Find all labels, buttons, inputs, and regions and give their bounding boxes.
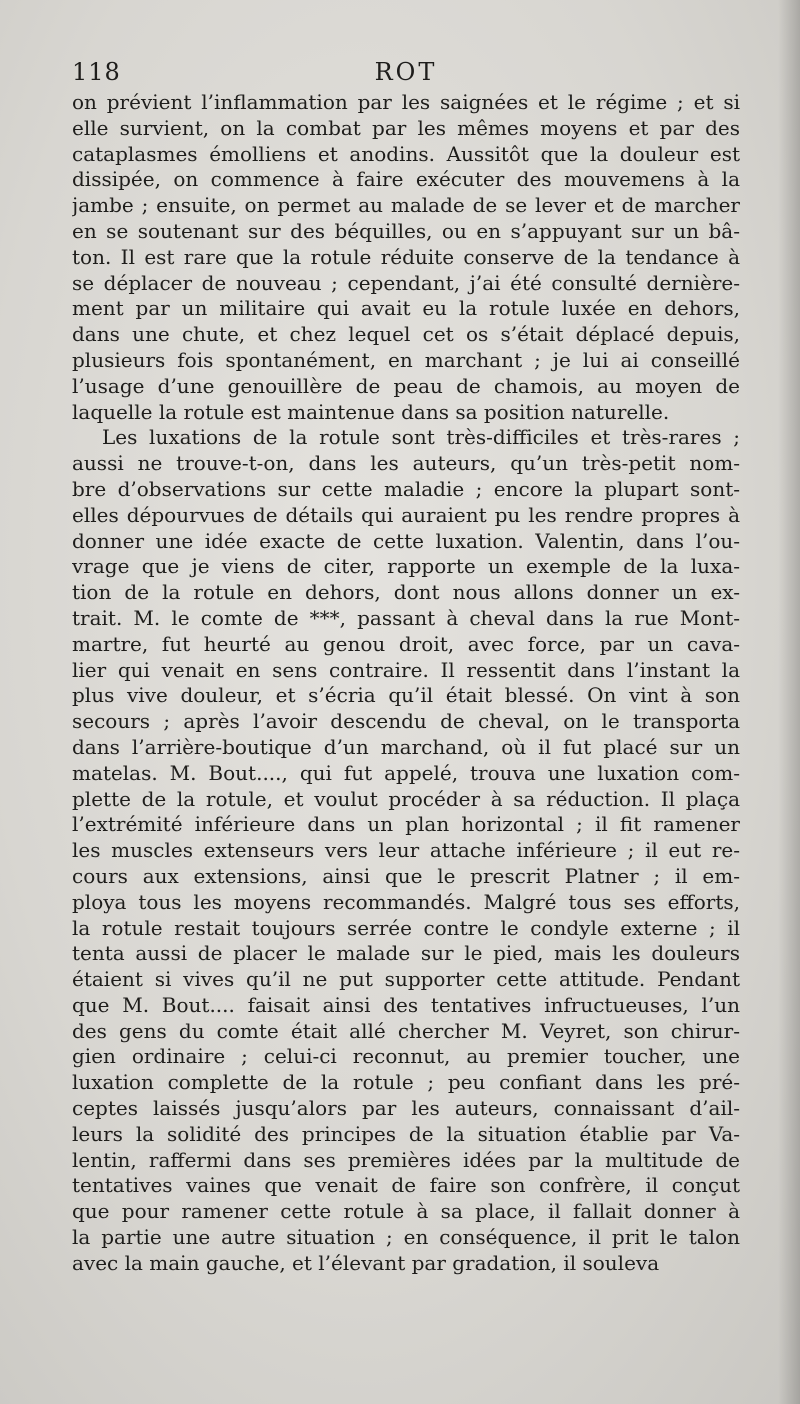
text-line: elle survient, on la combat par les mêmes moyens et par des bbox=[72, 115, 740, 140]
text-line: des gens du comte était allé chercher M. Veyret, son chirur- bbox=[72, 1018, 740, 1043]
text-line: tentatives vaines que venait de faire son confrère, il conçut bbox=[72, 1173, 740, 1198]
text-line: luxation complette de la rotule ; peu confiant dans les pré- bbox=[72, 1070, 740, 1095]
text-line: ploya tous les moyens recommandés. Malgré tous ses efforts, bbox=[72, 889, 740, 914]
text-line: les muscles extenseurs vers leur attache inférieure ; il eut re- bbox=[72, 838, 740, 863]
text-line: lentin, raffermi dans ses premières idées par la multitude de bbox=[72, 1147, 740, 1172]
text-line: étaient si vives qu’il ne put supporter cette attitude. Pendant bbox=[72, 967, 740, 992]
text-line: plus vive douleur, et s’écria qu’il était blessé. On vint à son bbox=[72, 683, 740, 708]
text-line: dissipée, on commence à faire exécuter des mouvemens à la bbox=[72, 167, 740, 192]
text-line: tenta aussi de placer le malade sur le pied, mais les douleurs bbox=[72, 941, 740, 966]
text-line: elles dépourvues de détails qui auraient pu les rendre propres à bbox=[72, 502, 740, 527]
page-number: 118 bbox=[72, 58, 121, 86]
page-edge-shadow bbox=[778, 0, 800, 1404]
text-line: donner une idée exacte de cette luxation. Valentin, dans l’ou- bbox=[72, 528, 740, 553]
running-title: ROT bbox=[374, 58, 438, 86]
text-line: cataplasmes émolliens et anodins. Aussitôt que la douleur est bbox=[72, 141, 740, 166]
text-line: ment par un militaire qui avait eu la rotule luxée en dehors, bbox=[72, 296, 740, 321]
text-line: cours aux extensions, ainsi que le prescrit Platner ; il em- bbox=[72, 863, 740, 888]
text-line: gien ordinaire ; celui-ci reconnut, au premier toucher, une bbox=[72, 1044, 740, 1069]
text-line: leurs la solidité des principes de la situation établie par Va- bbox=[72, 1121, 740, 1146]
text-line: bre d’observations sur cette maladie ; encore la plupart sont- bbox=[72, 476, 740, 501]
text-line: plette de la rotule, et voulut procéder à sa réduction. Il plaça bbox=[72, 786, 740, 811]
text-line: la partie une autre situation ; en conséquence, il prit le talon bbox=[72, 1225, 740, 1250]
text-line: vrage que je viens de citer, rapporte un exemple de la luxa- bbox=[72, 554, 740, 579]
text-line: laquelle la rotule est maintenue dans sa position naturelle. bbox=[72, 399, 670, 424]
text-line: avec la main gauche, et l’élevant par gradation, il souleva bbox=[72, 1250, 660, 1275]
text-line: la rotule restait toujours serrée contre le condyle externe ; il bbox=[72, 915, 740, 940]
text-line: Les luxations de la rotule sont très-difficiles et très-rares ; bbox=[102, 425, 740, 450]
text-line: en se soutenant sur des béquilles, ou en s’appuyant sur un bâ- bbox=[72, 218, 740, 243]
text-line: l’usage d’une genouillère de peau de chamois, au moyen de bbox=[72, 373, 740, 398]
text-line: trait. M. le comte de ***, passant à cheval dans la rue Mont- bbox=[72, 605, 740, 630]
text-line: ceptes laissés jusqu’alors par les auteurs, connaissant d’ail- bbox=[72, 1096, 740, 1121]
text-line: se déplacer de nouveau ; cependant, j’ai été consulté dernière- bbox=[72, 270, 740, 295]
text-line: que pour ramener cette rotule à sa place, il fallait donner à bbox=[72, 1199, 740, 1224]
text-line: martre, fut heurté au genou droit, avec force, par un cava- bbox=[72, 631, 740, 656]
text-line: on prévient l’inflammation par les saignées et le régime ; et si bbox=[72, 90, 740, 114]
text-line: matelas. M. Bout...., qui fut appelé, trouva une luxation com- bbox=[72, 760, 740, 785]
text-line: aussi ne trouve-t-on, dans les auteurs, qu’un très-petit nom- bbox=[72, 451, 740, 476]
text-line: que M. Bout.... faisait ainsi des tentatives infructueuses, l’un bbox=[72, 992, 740, 1017]
text-line: secours ; après l’avoir descendu de cheval, on le transporta bbox=[72, 709, 740, 734]
text-line: dans une chute, et chez lequel cet os s’était déplacé depuis, bbox=[72, 322, 740, 347]
text-line: tion de la rotule en dehors, dont nous allons donner un ex- bbox=[72, 580, 740, 605]
text-line: lier qui venait en sens contraire. Il ressentit dans l’instant la bbox=[72, 657, 740, 682]
body-text bbox=[72, 90, 740, 1277]
text-line: dans l’arrière-boutique d’un marchand, où il fut placé sur un bbox=[72, 734, 740, 759]
text-line: jambe ; ensuite, on permet au malade de se lever et de marcher bbox=[72, 193, 740, 218]
text-line: ton. Il est rare que la rotule réduite conserve de la tendance à bbox=[72, 244, 740, 269]
page-header bbox=[72, 58, 740, 90]
text-line: plusieurs fois spontanément, en marchant ; je lui ai conseillé bbox=[72, 347, 740, 372]
text-line: l’extrémité inférieure dans un plan horizontal ; il fit ramener bbox=[72, 812, 740, 837]
